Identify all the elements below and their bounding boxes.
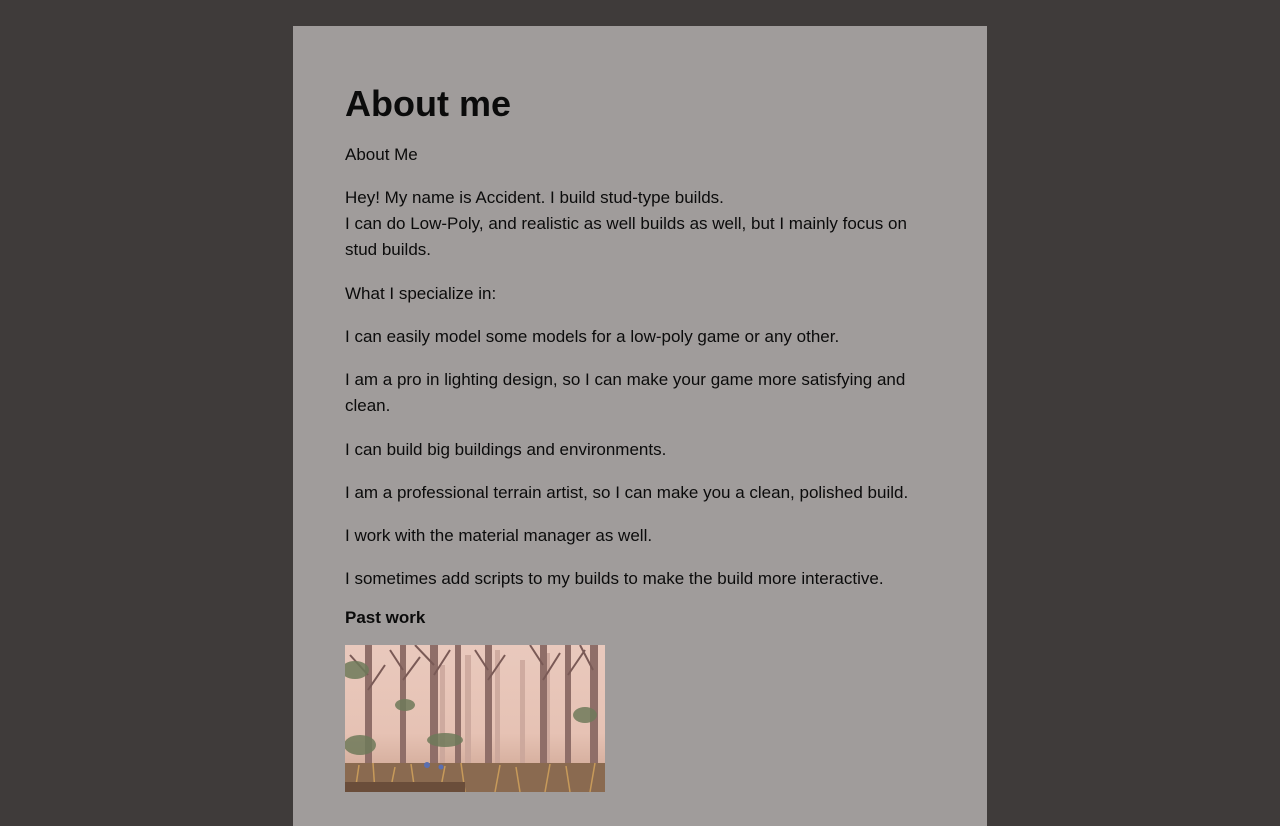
skill-item: I sometimes add scripts to my builds to make the build more interactive.: [345, 569, 884, 588]
subtitle: About Me: [345, 145, 418, 164]
intro-line-2: I can do Low-Poly, and realistic as well builds as well, but I mainly focus on stud builds.: [345, 214, 907, 259]
past-work-heading: Past work: [345, 608, 426, 627]
intro-paragraph: [345, 185, 935, 263]
page-title: About me: [345, 83, 511, 124]
skill-item: I am a pro in lighting design, so I can make your game more satisfying and clean.: [345, 370, 906, 415]
skill-item: I can build big buildings and environments.: [345, 440, 667, 459]
skill-item: I am a professional terrain artist, so I can make you a clean, polished build.: [345, 483, 909, 502]
skill-item: I can easily model some models for a low-poly game or any other.: [345, 327, 840, 346]
past-work-image: [345, 645, 605, 792]
content-panel: [293, 26, 987, 826]
skill-item: I work with the material manager as well.: [345, 526, 653, 545]
specialize-heading: What I specialize in:: [345, 284, 497, 303]
forest-scene-image: [345, 645, 605, 792]
intro-line-1: Hey! My name is Accident. I build stud-type builds.: [345, 188, 724, 207]
